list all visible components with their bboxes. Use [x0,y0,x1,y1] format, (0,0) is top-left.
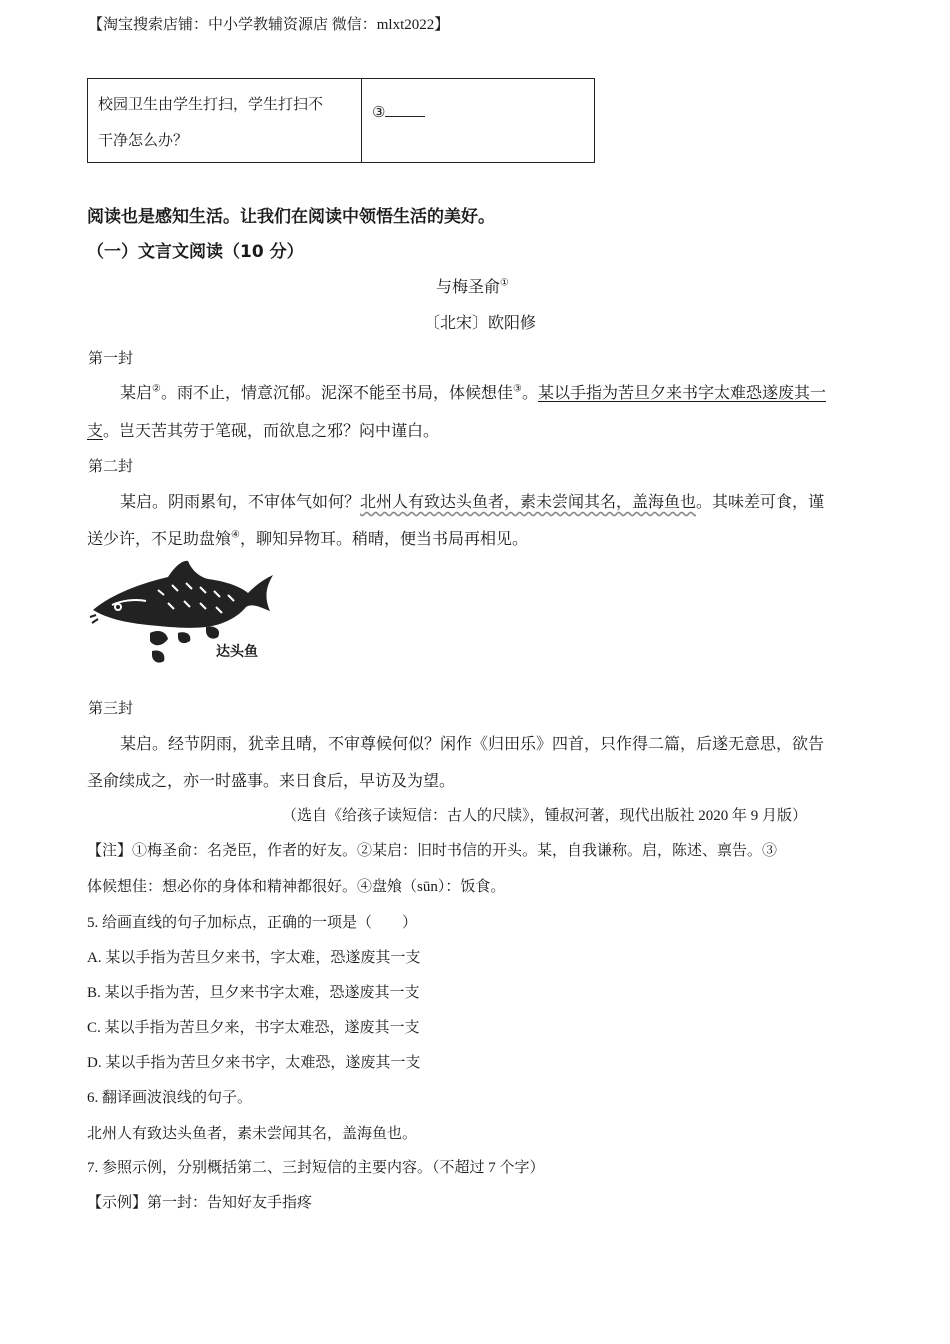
letter2-text-d: ，聊知异物耳。稍晴，便当书局再相见。 [239,529,528,548]
letter1-underlined-b: 支 [87,421,104,440]
letter2-text-a: 某启。阴雨累旬，不审体气如何？ [120,492,361,511]
letter1-footnote-3: ③ [513,383,522,395]
source-citation: （选自《给孩子读短信：古人的尺牍》，锺叔河著，现代出版社 2020 年 9 月版） [282,808,808,824]
letter3-line1: 某启。经节阴雨，犹幸且晴，不审尊候何似？闲作《归田乐》四首，只作得二篇，后遂无意思，欲告 [120,734,825,753]
letter1-text-d: 。岂天苦其劳于笔砚，而欲息之邪？闷中谨白。 [103,421,440,440]
q5-option-c[interactable]: C. 某以手指为苦旦夕来，书字太难恐，遂废其一支 [87,1020,420,1036]
fish-illustration [88,555,278,674]
letter1-line2 [87,418,439,441]
letter2-label: 第二封 [88,459,134,475]
poem-title [436,274,509,297]
note-line2: 体候想佳：想必你的身体和精神都很好。④盘飧（sūn）：饭食。 [87,879,506,895]
letter3-line2: 圣俞续成之，亦一时盛事。来日食后，早访及为望。 [87,771,456,790]
section-title: （一）文言文阅读（10 分） [87,242,304,262]
poem-title-text: 与梅圣俞 [436,277,501,296]
answer-blank[interactable] [385,116,425,117]
letter1-underlined-a: 某以手指为苦旦夕来书字太难恐遂废其一 [537,383,826,402]
letter1-text-c: 。 [521,383,538,402]
poem-author: 〔北宋〕欧阳修 [424,313,537,332]
q5-option-b[interactable]: B. 某以手指为苦，旦夕来书字太难，恐遂废其一支 [87,985,420,1001]
letter1-text-b: 。雨不止，情意沉郁。泥深不能至书局，体候想佳 [160,383,513,402]
letter2-footnote-4: ④ [231,529,240,541]
letter2-text-c: 送少许，不足助盘飧 [87,529,232,548]
header-note: 【淘宝搜索店铺：中小学教辅资源店 微信：mlxt2022】 [88,17,450,33]
table-left-line1: 校园卫生由学生打扫，学生打扫不 [98,97,324,113]
letter1-line1 [120,380,826,403]
letter1-label: 第一封 [88,351,134,367]
question-5: 5. 给画直线的句子加标点，正确的一项是（ ） [87,915,418,931]
fish-caption: 达头鱼 [216,644,258,660]
table-left-cell [88,79,362,162]
q6-sentence: 北州人有致达头鱼者，素未尝闻其名，盖海鱼也。 [87,1126,418,1142]
letter1-footnote-2: ② [152,383,161,395]
q5-option-a[interactable]: A. 某以手指为苦旦夕来书，字太难，恐遂废其一支 [87,950,421,966]
letter3-label: 第三封 [88,701,134,717]
letter2-text-b: 。其味差可食，谨 [696,492,825,511]
note-line1: 【注】①梅圣俞：名尧臣，作者的好友。②某启：旧时书信的开头。某，自我谦称。启，陈述、禀告。③ [87,843,778,859]
intro-text: 阅读也是感知生活。让我们在阅读中领悟生活的美好。 [87,207,495,227]
letter2-line1 [120,489,824,512]
letter1-text-a: 某启 [120,383,153,402]
letter2-line2 [87,526,528,549]
question-7: 7. 参照示例，分别概括第二、三封短信的主要内容。（不超过 7 个字） [87,1160,545,1176]
question-6: 6. 翻译画波浪线的句子。 [87,1090,253,1106]
q7-example: 【示例】第一封：告知好友手指疼 [87,1195,313,1211]
q5-option-d[interactable]: D. 某以手指为苦旦夕来书字，太难恐，遂废其一支 [87,1055,421,1071]
letter2-wavy-sentence: 北州人有致达头鱼者，素未尝闻其名，盖海鱼也 [360,492,697,511]
poem-title-footnote: ① [500,277,509,289]
blank-number: ③ [372,105,386,121]
table-right-cell [362,79,594,162]
table-left-line2: 干净怎么办？ [98,133,189,149]
answer-table [87,78,595,163]
